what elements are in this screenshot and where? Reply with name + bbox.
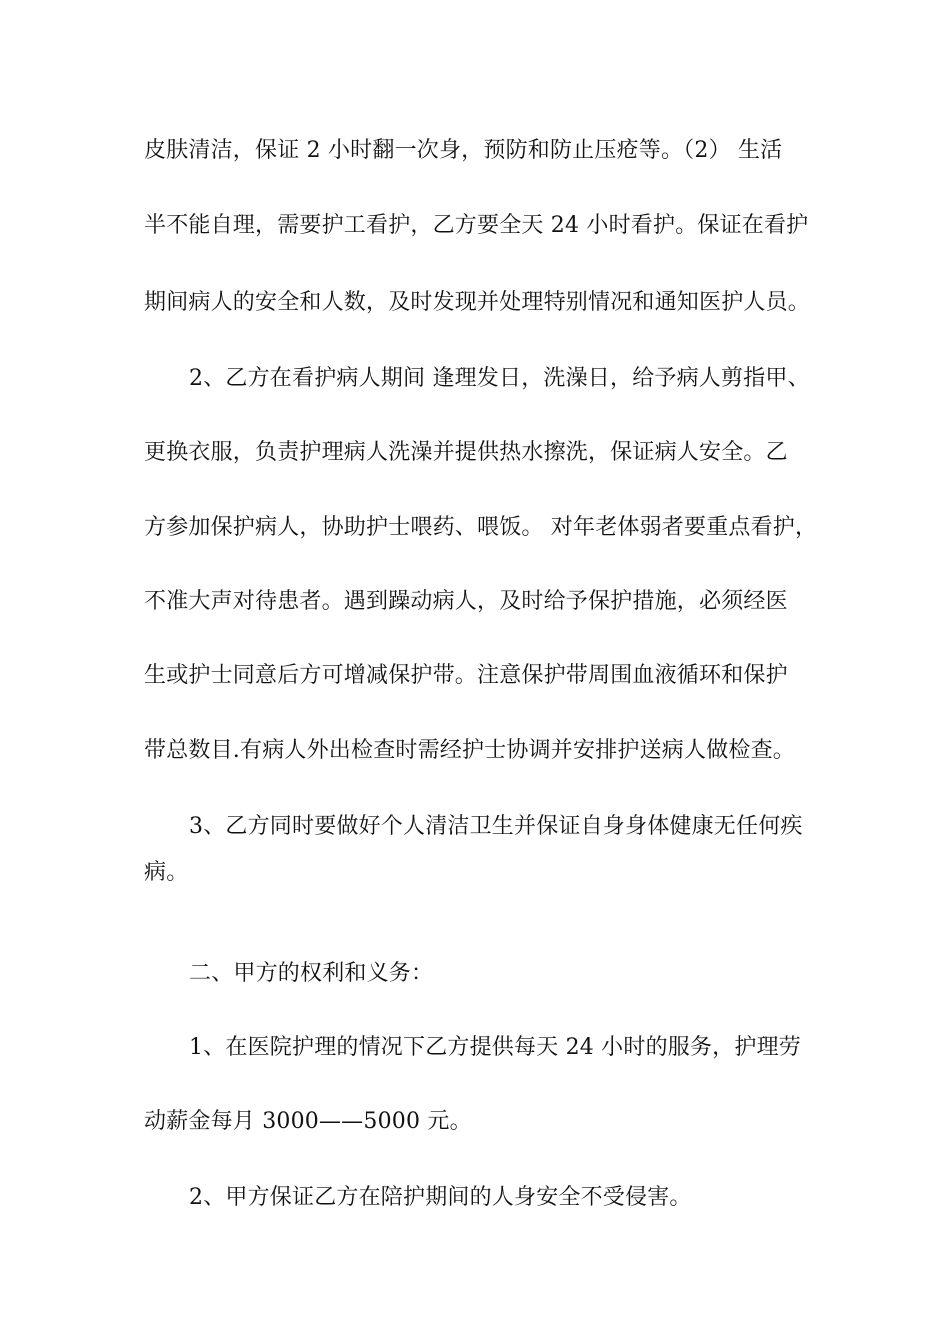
text-line: 半不能自理，需要护工看护，乙方要全天 24 小时看护。保证在看护 bbox=[144, 213, 809, 238]
text-line: 动薪金每月 3000——5000 元。 bbox=[144, 1109, 472, 1134]
clause-1-start: 1、在医院护理的情况下乙方提供每天 24 小时的服务，护理劳 bbox=[189, 1035, 801, 1060]
text-line: 方参加保护病人，协助护士喂药、喂饭。 对年老体弱者要重点看护， bbox=[144, 515, 818, 540]
text-line: 期间病人的安全和人数，及时发现并处理特别情况和通知医护人员。 bbox=[144, 290, 811, 315]
clause-2: 2、甲方保证乙方在陪护期间的人身安全不受侵害。 bbox=[189, 1185, 692, 1210]
text-line: 生或护士同意后方可增减保护带。注意保护带周围血液循环和保护 bbox=[144, 663, 788, 688]
text-line: 病。 bbox=[144, 860, 189, 885]
section-heading: 二、甲方的权利和义务： bbox=[189, 961, 434, 986]
text-line: 不准大声对待患者。遇到躁动病人，及时给予保护措施，必须经医 bbox=[144, 589, 788, 614]
paragraph-3-start: 3、乙方同时要做好个人清洁卫生并保证自身身体健康无任何疾 bbox=[189, 814, 803, 839]
text-line: 皮肤清洁，保证 2 小时翻一次身，预防和防止压疮等。（2） 生活 bbox=[144, 138, 783, 163]
text-line: 带总数目.有病人外出检查时需经护士协调并安排护送病人做检查。 bbox=[144, 738, 795, 763]
text-line: 更换衣服，负责护理病人洗澡并提供热水擦洗，保证病人安全。乙 bbox=[144, 440, 788, 465]
paragraph-2-start: 2、乙方在看护病人期间 逢理发日，洗澡日，给予病人剪指甲、 bbox=[189, 366, 810, 391]
